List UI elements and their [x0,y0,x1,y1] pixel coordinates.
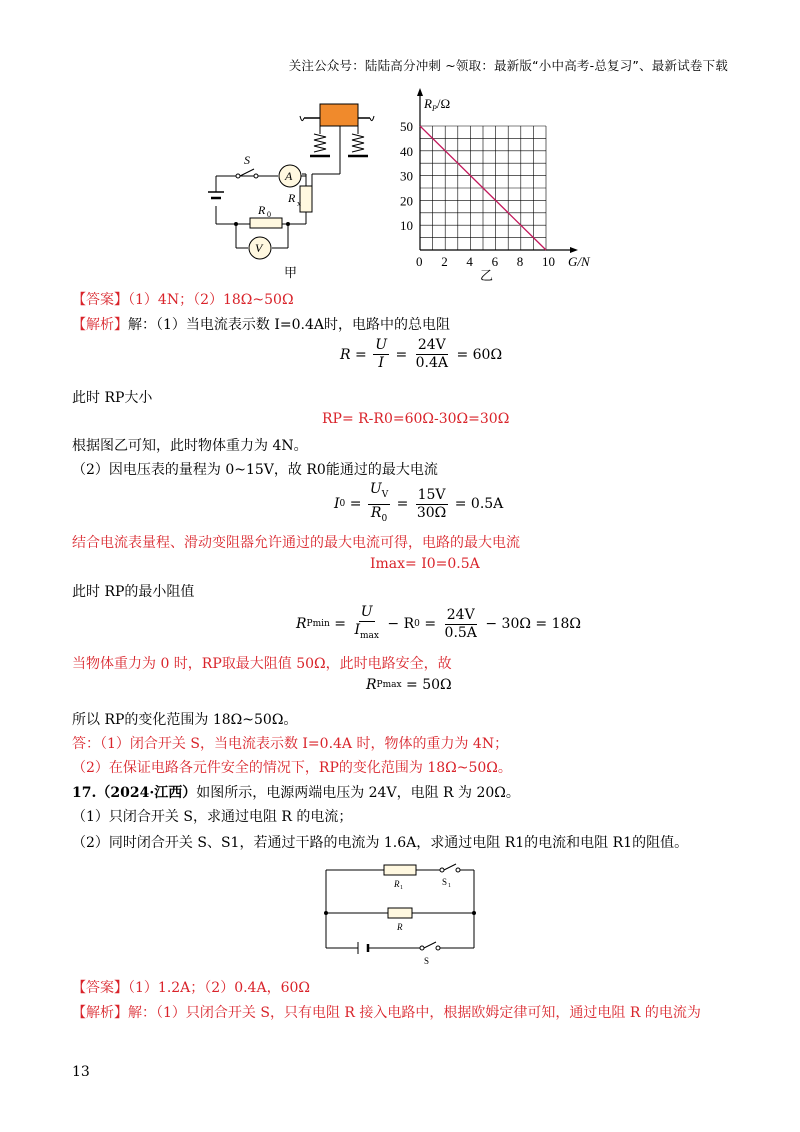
x-axis-arrow [570,247,578,253]
svg-text:S: S [442,877,448,887]
analysis16-line4: （2）因电压表的量程为 0~15V，故 R0能通过的最大电流 [72,462,438,478]
svg-text:x: x [297,199,301,208]
figure-label-yi: 乙 [480,268,494,283]
answer16-line: 【答案】（1）4N；（2）18Ω~50Ω [72,292,294,308]
r0-resistor [250,218,282,228]
y-tick-label: 30 [400,168,413,184]
svg-text:S: S [244,153,250,167]
x-tick-label: 0 [416,254,423,269]
x-axis-label: G/N [568,254,590,269]
svg-text:1: 1 [448,883,451,889]
r1-resistor [384,865,416,875]
y-tick-label: 50 [400,119,413,134]
svg-text:A: A [285,169,293,183]
analysis16-line5: 结合电流表量程、滑动变阻器允许通过的最大电流可得，电路的最大电流 [72,535,520,551]
page-number: 13 [72,1064,90,1080]
r-resistor [388,908,412,918]
circuit-figure-q17 [318,860,482,970]
analysis17-line: 【解析】解：（1）只闭合开关 S，只有电阻 R 接入电路中，根据欧姆定律可知，通过电阻 R 的电流为 [72,1005,701,1021]
svg-text:R: R [397,922,403,932]
circuit-figure-jia [200,96,400,286]
svg-text:R: R [288,191,296,205]
x-tick-label: 8 [516,254,524,269]
y-axis-label: $R_P/\Omega$ [424,96,451,113]
equation-rpmax: R Pmax = 50Ω [366,677,452,693]
equation-max-current-r0: I 0 = $\frac{U_V}{R_0}$ = $\frac{15V}{30\Omega}$ = 0.5A [334,481,504,524]
y-tick-label: 40 [400,143,413,159]
q17-stem: 17.（2024·江西）如图所示，电源两端电压为 24V，电阻 R 为 20Ω。 [72,785,520,801]
svg-text:甲: 甲 [284,265,298,280]
x-tick-label: 2 [441,254,448,269]
analysis16-line9: 答：（1）闭合开关 S，当电流表示数 I=0.4A 时，物体的重力为 4N； [72,736,509,752]
graph-yi [396,88,596,284]
rx-resistor [300,186,312,212]
equation-total-resistance: R = $\frac{U}{I}$ = $\frac{24V}{0.4A}$ = 60Ω [340,337,503,371]
x-tick-label: 10 [542,254,555,269]
page-header: 关注公众号：陆陆高分冲刺 ~领取：最新版“小中高考-总复习”、最新试卷下载 [288,58,728,73]
weight-block [320,104,358,126]
svg-text:1: 1 [400,885,403,891]
y-tick-label: 20 [400,193,413,209]
svg-text:0: 0 [267,210,271,219]
analysis16-line10: （2）在保证电路各元件安全的情况下，RP的变化范围为 18Ω~50Ω。 [72,760,512,776]
svg-text:R: R [394,879,400,889]
svg-text:R: R [258,203,266,217]
q17-part2: （2）同时闭合开关 S、S1，若通过干路的电流为 1.6A，求通过电阻 R1的电流和电阻 R1的阻值。 [72,835,689,851]
x-tick-label: 6 [491,254,499,269]
y-axis-arrow [417,88,423,96]
equation-rp: RP= R-R0=60Ω-30Ω=30Ω [322,411,510,427]
svg-text:S: S [424,956,430,966]
equation-imax: Imax= I0=0.5A [370,556,480,572]
analysis16-line6: 此时 RP的最小阻值 [72,584,195,600]
analysis16-line1: 【解析】解：（1）当电流表示数 I=0.4A时，电路中的总电阻 [72,317,450,333]
x-tick-label: 4 [466,254,473,269]
equation-rpmin: R Pmin = $\frac{U}{I_{max}}$ − R 0 = $\frac{24V}{0.5A}$ − 30Ω = 18Ω [296,604,582,641]
analysis16-line3: 根据图乙可知，此时物体重力为 4N。 [72,438,308,454]
analysis16-line8: 所以 RP的变化范围为 18Ω~50Ω。 [72,712,298,728]
svg-text:V: V [255,241,263,255]
y-tick-label: 10 [400,218,413,234]
q17-part1: （1）只闭合开关 S，求通过电阻 R 的电流； [72,809,353,825]
analysis16-line7: 当物体重力为 0 时，RP取最大阻值 50Ω，此时电路安全，故 [72,656,452,672]
answer17-line: 【答案】（1）1.2A；（2）0.4A，60Ω [72,980,310,996]
analysis16-line2: 此时 RP大小 [72,390,153,406]
